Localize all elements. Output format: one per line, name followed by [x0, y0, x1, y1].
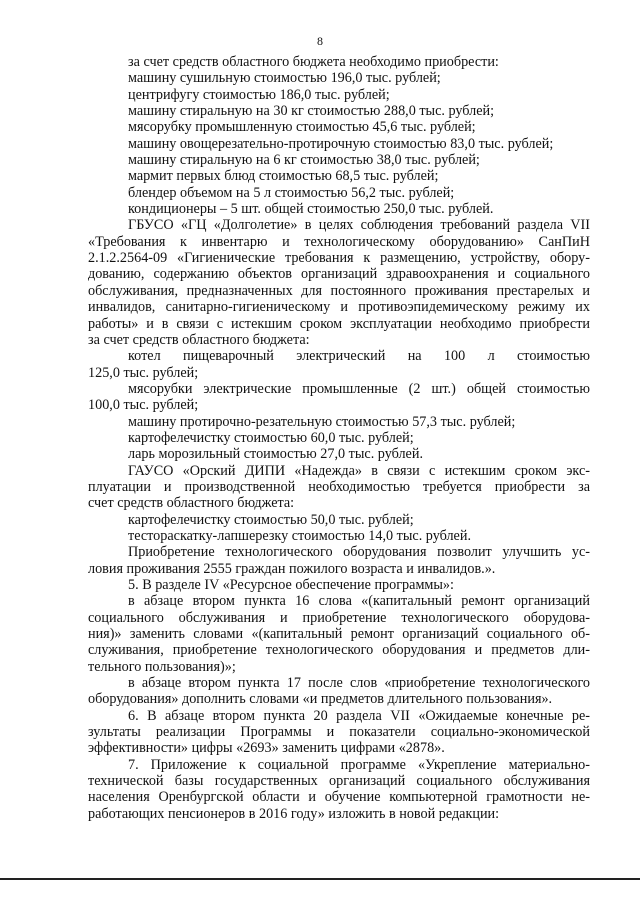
- text-line: технической базы государственных организаций социального обслуживания: [88, 773, 590, 790]
- text-line: ловия проживания 2555 граждан пожилого возраста и инвалидов.».: [88, 560, 496, 577]
- text-line: счет средств областного бюджета:: [88, 495, 295, 512]
- text-line: 2.1.2.2564-09 «Гигиенические требования к размещению, устройству, обору-: [88, 250, 590, 267]
- text-line: центрифугу стоимостью 186,0 тыс. рублей;: [128, 86, 390, 103]
- text-line: плуатации и производственной необходимостью требуется приобрести за: [88, 478, 590, 495]
- text-line: дованию, содержанию объектов организаций здравоохранения и социального: [88, 266, 590, 283]
- text-line: оборудования» дополнить словами «и предметов длительного пользования».: [88, 691, 553, 708]
- text-line: котел пищеварочный электрический на 100 л стоимостью: [128, 348, 590, 365]
- text-line: тестораскатку-лапшерезку стоимостью 14,0 тыс. рублей.: [128, 527, 471, 544]
- text-line: инвалидов, санитарно-гигиеническому и противоэпидемическому режиму их: [88, 299, 590, 316]
- text-line: в абзаце втором пункта 17 после слов «приобретение технологического: [128, 675, 590, 692]
- text-line: ГАУСО «Орский ДИПИ «Надежда» в связи с истекшим сроком экс-: [128, 462, 590, 479]
- text-line: Приобретение технологического оборудования позволит улучшить ус-: [128, 544, 590, 561]
- text-line: ГБУСО «ГЦ «Долголетие» в целях соблюдения требований раздела VII: [128, 217, 590, 234]
- text-line: картофелечистку стоимостью 50,0 тыс. рублей;: [128, 511, 414, 528]
- text-line: ларь морозильный стоимостью 27,0 тыс. рублей.: [128, 446, 423, 463]
- text-line: населения Оренбургской области и обучение компьютерной грамотности не-: [88, 789, 590, 806]
- text-line: кондиционеры – 5 шт. общей стоимостью 250,0 тыс. рублей.: [128, 201, 494, 218]
- text-line: машину сушильную стоимостью 196,0 тыс. рублей;: [128, 70, 441, 87]
- text-line: блендер объемом на 5 л стоимостью 56,2 тыс. рублей;: [128, 184, 455, 201]
- text-line: обслуживания, предназначенных для постоянного проживания престарелых и: [88, 282, 590, 299]
- page-number: 8: [317, 34, 323, 48]
- text-line: за счет средств областного бюджета необходимо приобрести:: [128, 54, 499, 70]
- text-line: социального обслуживания и приобретение технологического оборудова-: [88, 609, 590, 626]
- text-line: картофелечистку стоимостью 60,0 тыс. рублей;: [128, 429, 414, 446]
- text-line: работы» и в связи с истекшим сроком эксплуатации необходимо приобрести: [88, 315, 590, 332]
- text-line: машину протирочно-резательную стоимостью 57,3 тыс. рублей;: [128, 413, 516, 430]
- text-line: машину стиральную на 6 кг стоимостью 38,0 тыс. рублей;: [128, 152, 480, 169]
- text-line: работающих пенсионеров в 2016 году» изложить в новой редакции:: [88, 805, 500, 822]
- text-line: машину стиральную на 30 кг стоимостью 288,0 тыс. рублей;: [128, 103, 495, 120]
- text-line: зультаты реализации Программы и показатели социально-экономической: [88, 724, 590, 741]
- text-line: мясорубку промышленную стоимостью 45,6 тыс. рублей;: [128, 119, 476, 136]
- text-line: эффективности» цифры «2693» заменить цифрами «2878».: [88, 740, 445, 757]
- text-line: за счет средств областного бюджета:: [88, 331, 310, 348]
- text-line: 125,0 тыс. рублей;: [88, 364, 199, 381]
- text-line: мясорубки электрические промышленные (2 шт.) общей стоимостью: [128, 380, 590, 397]
- text-line: служивания, приобретение технологического оборудования и предметов дли-: [88, 642, 590, 659]
- page-bottom-rule: [0, 878, 640, 880]
- text-line: «Требования к инвентарю и технологическому оборудованию» СанПиН: [88, 233, 590, 250]
- text-line: ния)» заменить словами «(капитальный ремонт организаций социального об-: [88, 626, 590, 643]
- document-body: [88, 54, 590, 822]
- text-line: 5. В разделе IV «Ресурсное обеспечение программы»:: [128, 577, 454, 593]
- text-line: тельного пользования)»;: [88, 658, 236, 675]
- text-line: мармит первых блюд стоимостью 68,5 тыс. рублей;: [128, 168, 439, 185]
- text-line: в абзаце втором пункта 16 слова «(капитальный ремонт организаций: [128, 593, 590, 610]
- text-line: машину овощерезательно-протирочную стоимостью 83,0 тыс. рублей;: [128, 135, 554, 152]
- text-line: 6. В абзаце втором пункта 20 раздела VII «Ожидаемые конечные ре-: [128, 707, 590, 724]
- text-line: 100,0 тыс. рублей;: [88, 397, 199, 414]
- text-line: 7. Приложение к социальной программе «Укрепление материально-: [128, 756, 590, 773]
